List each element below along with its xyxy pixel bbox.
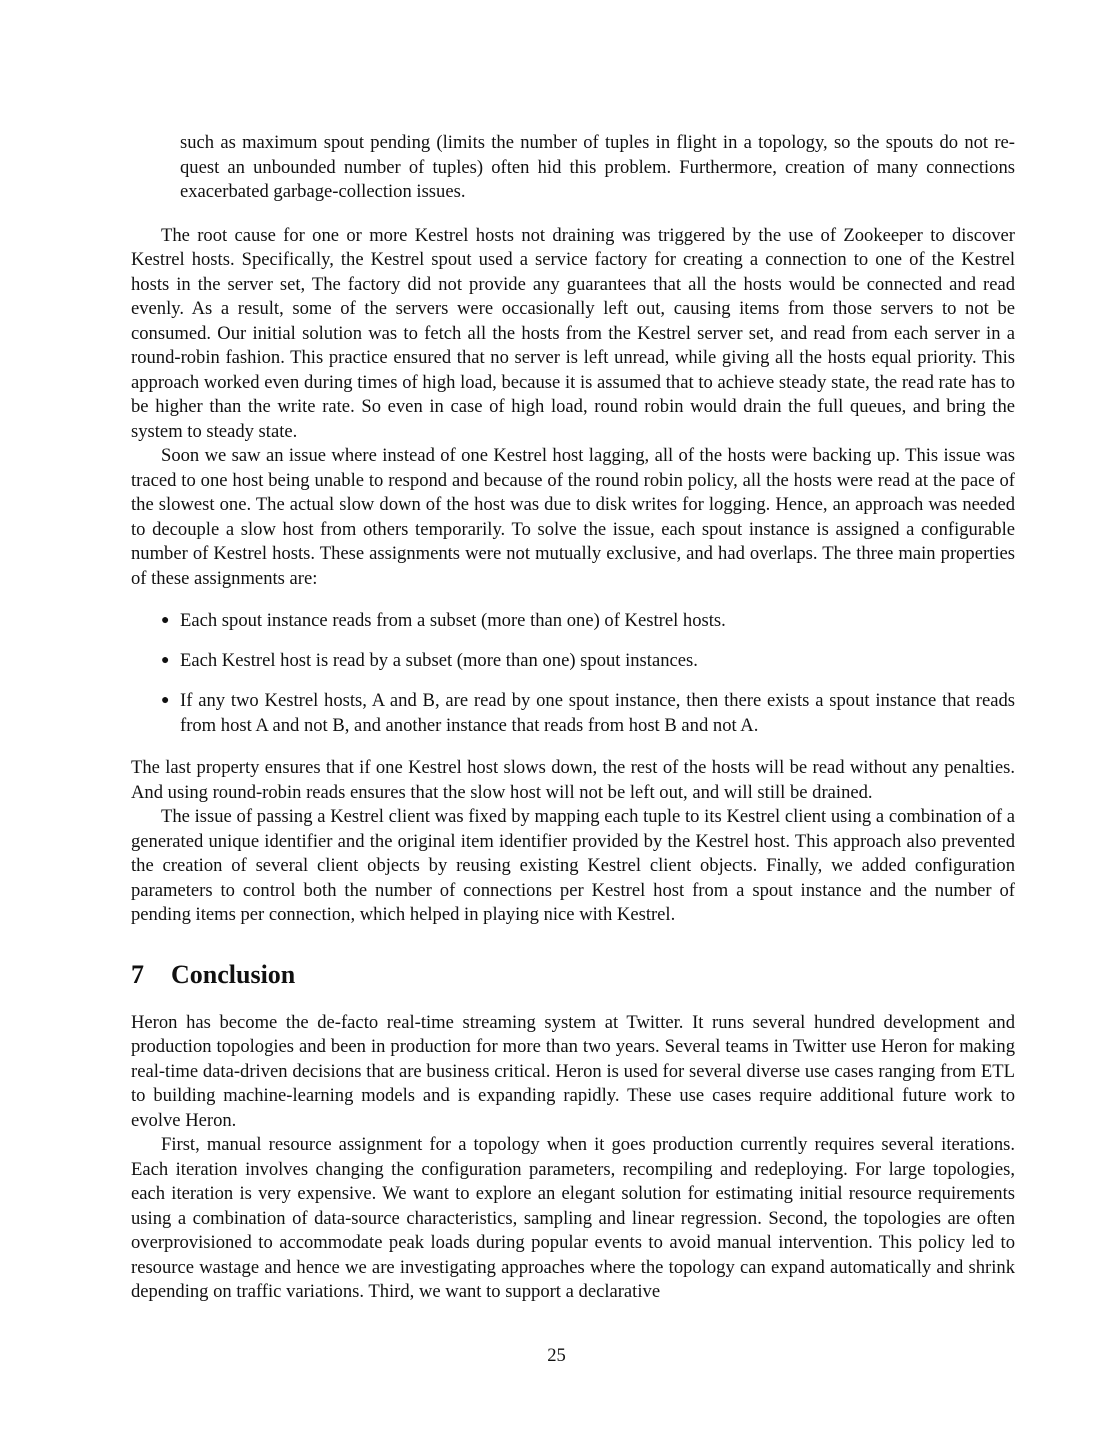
list-item: [131, 609, 1015, 634]
section-title: Conclusion: [171, 959, 296, 989]
list-item-text: If any two Kestrel hosts, A and B, are read by one spout instance, then there exists a spout instance that reads from host A and not B, and another instance that reads from host B and not A.: [180, 690, 1015, 736]
paragraph-backing-up-issue: Soon we saw an issue where instead of one Kestrel host lagging, all of the hosts were backing up. This issue was traced to one host being unable to respond and because of the round robin policy, all the hosts were read at the pace of the slowest one. The actual slow down of the host was due to disk writes for logging. Hence, an approach was needed to decouple a slow host from others temporarily. To solve the issue, each spout instance is assigned a configurable number of Kestrel hosts. These assignments were not mutually exclusive, and had overlaps. The three main properties of these assignments are:: [131, 445, 1015, 589]
list-item-text: Each spout instance reads from a subset (more than one) of Kestrel hosts.: [180, 610, 726, 631]
assignment-properties-list: [131, 609, 1015, 738]
bullet-icon: ●: [161, 613, 170, 628]
list-item-text: Each Kestrel host is read by a subset (more than one) spout instances.: [180, 650, 698, 671]
paragraph-last-property: The last property ensures that if one Kestrel host slows down, the rest of the hosts will be read without any penalties. And using round-robin reads ensures that the slow host will not be left out, and will still be drained.: [131, 757, 1015, 803]
section-heading-conclusion: [131, 960, 1015, 990]
list-item: [131, 649, 1015, 674]
continuation-paragraph: such as maximum spout pending (limits the number of tuples in flight in a topology, so the spouts do not request an unbounded number of tuples) often hid this problem. Furthermore, creation of many connections exacerbated garbage-collection issues.: [180, 132, 1015, 202]
bullet-icon: ●: [161, 693, 170, 708]
paragraph-zookeeper-root-cause: The root cause for one or more Kestrel hosts not draining was triggered by the use of Zookeeper to discover Kestrel hosts. Specifically, the Kestrel spout used a service factory for creating a connection to one of the Kestrel hosts in the server set, The factory did not provide any guarantees that all the hosts would be connected and read evenly. As a result, some of the servers were occasionally left out, causing items from those servers to not be consumed. Our initial solution was to fetch all the hosts from the Kestrel server set, and read from each server in a round-robin fashion. This practice ensured that no server is left unread, while giving all the hosts equal priority. This approach worked even during times of high load, because it is assumed that to achieve steady state, the read rate has to be higher than the write rate. So even in case of high load, round robin would drain the full queues, and bring the system to steady state.: [131, 224, 1015, 442]
page-number: 25: [547, 1345, 566, 1366]
section-number: 7: [131, 959, 144, 989]
paragraph-kestrel-client: The issue of passing a Kestrel client was fixed by mapping each tuple to its Kestrel client using a combination of a generated unique identifier and the original item identifier provided by the Kestrel host. This approach also prevented the creation of several client objects by reusing existing Kestrel client objects. Finally, we added configuration parameters to control both the number of connections per Kestrel host from a spout instance and the number of pending items per connection, which helped in playing nice with Kestrel.: [131, 806, 1015, 925]
paragraph-future-work: First, manual resource assignment for a topology when it goes production currently requires several iterations. Each iteration involves changing the configuration parameters, recompiling and redeploying. For large topologies, each iteration is very expensive. We want to explore an elegant solution for estimating initial resource requirements using a combination of data-source characteristics, sampling and linear regression. Second, the topologies are often overprovisioned to accommodate peak loads during popular events to avoid manual intervention. This policy led to resource wastage and hence we are investigating approaches where the topology can expand automatically and shrink depending on traffic variations. Third, we want to support a declarative: [131, 1134, 1015, 1302]
page-body: [131, 131, 1015, 1305]
paragraph-conclusion-intro: Heron has become the de-facto real-time streaming system at Twitter. It runs several hundred development and production topologies and been in production for more than two years. Several teams in Twitter use Heron for making real-time data-driven decisions that are business critical. Heron is used for several diverse use cases ranging from ETL to building machine-learning models and is expanding rapidly. These use cases require additional future work to evolve Heron.: [131, 1011, 1015, 1131]
bullet-icon: ●: [161, 653, 170, 668]
list-item: [131, 689, 1015, 738]
